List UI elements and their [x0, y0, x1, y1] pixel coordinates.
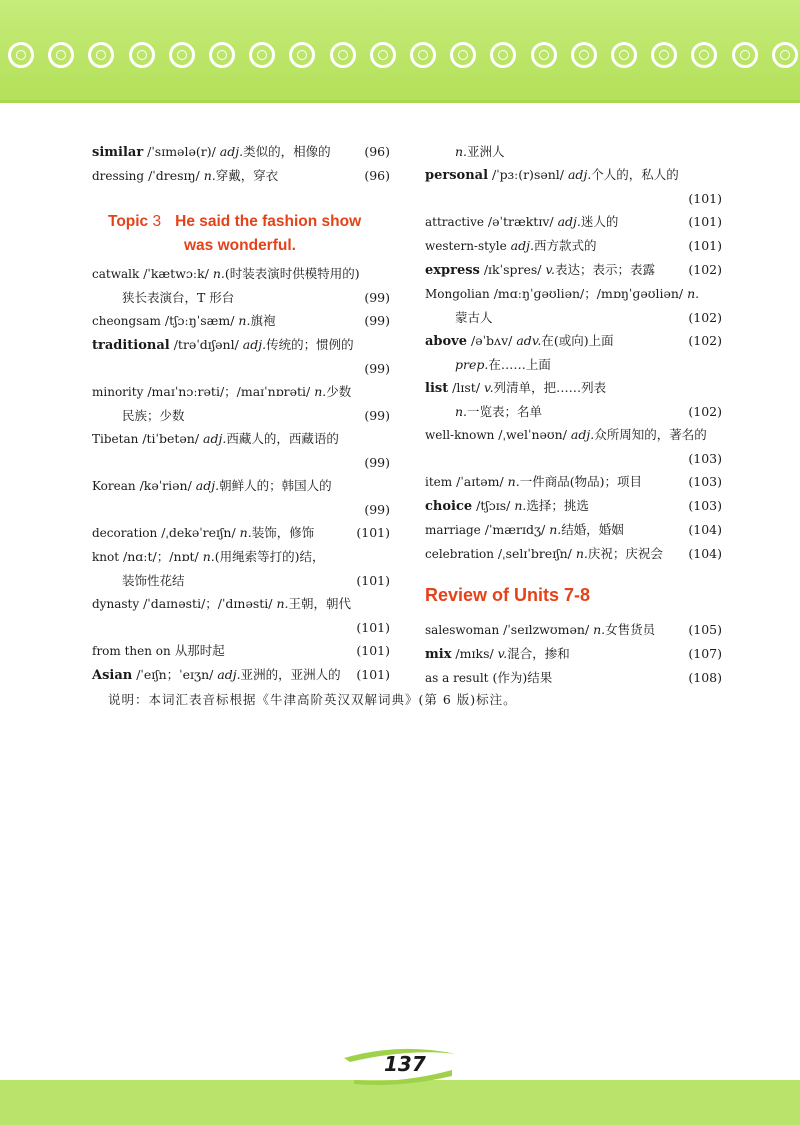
entry-line1: [92, 309, 390, 333]
part-of-speech: adj.: [570, 427, 595, 442]
vocab-entry: [92, 140, 390, 164]
vocab-entry: [92, 663, 390, 687]
part-of-speech: n.: [593, 622, 606, 637]
phonetic: /trəˈdɪʃənl/: [169, 337, 243, 352]
entry-line1: [92, 663, 390, 687]
entry-line2: [425, 306, 722, 329]
vocab-entry: [92, 521, 390, 545]
entry-line2: [425, 400, 722, 423]
ring-decoration: [8, 42, 34, 68]
headword: mix: [425, 647, 452, 662]
definition: 在(或向)上面: [541, 333, 614, 348]
phonetic: /ˈpɜː(r)sənl/: [488, 167, 568, 182]
headword: celebration: [425, 547, 494, 561]
definition: 从那时起: [174, 643, 225, 658]
footer-band: [0, 1080, 800, 1125]
vocab-entry: [425, 423, 722, 470]
definition: 众所周知的，著名的: [594, 427, 707, 442]
page-ref: (103): [688, 474, 722, 489]
entry-line1: [425, 666, 722, 690]
definition: 亚洲人: [467, 144, 505, 159]
headword: minority: [92, 385, 144, 399]
ring-decoration: [169, 42, 195, 68]
headword: above: [425, 334, 468, 349]
page-ref: (102): [688, 262, 722, 277]
headword: Korean: [92, 479, 136, 493]
page-ref: (102): [688, 333, 722, 348]
definition: 装饰，修饰: [251, 525, 315, 540]
headword: attractive: [425, 215, 484, 229]
entry-line1: [92, 427, 390, 451]
entry-line1: [425, 518, 722, 542]
definition-cont: 民族；少数: [122, 408, 185, 423]
vocab-entry: [92, 309, 390, 333]
headword: item: [425, 475, 453, 489]
phonetic: /nɑːt/；/nɒt/: [119, 549, 203, 564]
topic-title-line1: He said the fashion show: [175, 213, 362, 230]
ring-decoration: [48, 42, 74, 68]
part-of-speech: n.: [203, 168, 216, 183]
entry-line1: [92, 521, 390, 545]
entry-line1: [92, 333, 390, 357]
part-of-speech: n.: [514, 498, 527, 513]
page-ref: (99): [364, 408, 390, 423]
part-of-speech: adj.: [195, 478, 220, 493]
page-ref: (99): [364, 455, 390, 470]
page-number: 137: [384, 1052, 426, 1076]
vocab-entry: [425, 542, 722, 566]
entry-line1: [425, 282, 722, 306]
part-of-speech: n.: [238, 313, 251, 328]
page-ref: (104): [688, 546, 722, 561]
definition: (用绳索等打的)结，: [214, 549, 325, 564]
part-of-speech: adj.: [510, 238, 534, 253]
definition-cont: 狭长表演台，T 形台: [122, 290, 235, 305]
ring-decoration: [209, 42, 235, 68]
headword: well-known: [425, 428, 495, 442]
vocab-entry: [92, 164, 390, 188]
definition: 表达；表示；表露: [555, 262, 656, 277]
headword: dynasty: [92, 597, 140, 611]
ring-decoration: [732, 42, 758, 68]
ring-decoration: [410, 42, 436, 68]
vocab-entry: [425, 666, 722, 690]
ring-decoration: [772, 42, 798, 68]
headword: choice: [425, 499, 473, 514]
ring-decoration: [450, 42, 476, 68]
headword: knot: [92, 550, 120, 564]
ring-decoration: [691, 42, 717, 68]
page-ref: (101): [356, 573, 390, 588]
vocab-entry: [425, 234, 722, 258]
phonetic: /ˌselɪˈbreɪʃn/: [493, 546, 576, 561]
phonetic: /lɪst/: [448, 380, 485, 395]
definition: 一件商品(物品)；项目: [519, 474, 642, 489]
vocab-entry: [425, 282, 722, 329]
ring-decoration: [651, 42, 677, 68]
phonetic: /ˈkætwɔːk/: [139, 266, 213, 281]
definition: 个人的，私人的: [591, 167, 679, 182]
entry-line1: [425, 494, 722, 518]
ring-decoration: [571, 42, 597, 68]
entry-line1: [92, 262, 390, 286]
headword: cheongsam: [92, 314, 161, 328]
part-of-speech: adj.: [219, 144, 244, 159]
phonetic: /ˈsɪmələ(r)/: [143, 144, 220, 159]
phonetic: /əˈtræktɪv/: [483, 214, 558, 229]
entry-line1: [425, 470, 722, 494]
page-ref: (105): [688, 622, 722, 637]
phonetic: /ˈseɪlzwʊmən/: [499, 622, 594, 637]
vocab-entry: [92, 639, 390, 663]
part-of-speech: n.: [202, 549, 215, 564]
definition-cont: 蒙古人: [455, 310, 493, 325]
phonetic: /ˈdresɪŋ/: [144, 168, 204, 183]
part-of-speech: adj.: [567, 167, 592, 182]
part-of-speech: adj.: [242, 337, 267, 352]
entry-line1: [92, 545, 390, 569]
vocab-entry: [425, 470, 722, 494]
entry-line1: [425, 329, 722, 353]
ring-decoration: [330, 42, 356, 68]
vocab-entry: [92, 380, 390, 427]
definition: 亚洲的，亚洲人的: [240, 667, 341, 682]
definition: 迷人的: [580, 214, 619, 229]
vocab-list-review: [425, 618, 722, 690]
page-ref: (104): [688, 522, 722, 537]
definition: 混合，掺和: [507, 646, 570, 661]
definition-cont: 一览表；名单: [467, 404, 543, 419]
vocab-entry: [425, 376, 722, 423]
phonetic: /tʃɔɪs/: [472, 498, 515, 513]
page-ref: (99): [364, 361, 390, 376]
entry-line1: [92, 380, 390, 404]
vocab-entry: [425, 210, 722, 234]
page-ref: (96): [364, 144, 390, 159]
ring-decoration: [611, 42, 637, 68]
definition: 西藏人的，西藏语的: [226, 431, 339, 446]
topic-title-line2: was wonderful.: [184, 237, 296, 254]
headword: dressing: [92, 169, 145, 183]
vocab-entry: [92, 592, 390, 639]
ring-decoration: [88, 42, 114, 68]
ring-decoration: [289, 42, 315, 68]
entry-line1: [425, 642, 722, 666]
page-ref: (99): [364, 502, 390, 517]
entry-line1: [425, 618, 722, 642]
page-ref: (102): [688, 404, 722, 419]
page-number-badge: [340, 1040, 460, 1086]
phonetic: /əˈbʌv/: [467, 333, 517, 348]
page-ref: (108): [688, 670, 722, 685]
part-of-speech: v.: [497, 646, 508, 661]
definition-cont: 装饰性花结: [122, 573, 185, 588]
part-of-speech: adj.: [557, 214, 581, 229]
definition: 女售货员: [605, 622, 656, 637]
page-ref: (99): [364, 290, 390, 305]
left-column: [92, 140, 390, 687]
right-column: [425, 140, 722, 690]
entry-line1: [92, 140, 390, 164]
ring-decoration: [490, 42, 516, 68]
definition: 朝鲜人的；韩国人的: [219, 478, 332, 493]
part-of-speech: adv.: [516, 333, 542, 348]
definition: 旗袍: [250, 313, 276, 328]
phonetic: /mɑːŋˈɡəʊliən/；/mɒŋˈɡəʊliən/: [489, 286, 688, 301]
header-band: [0, 0, 800, 103]
vocab-entry: [92, 474, 390, 521]
definition: 类似的，相像的: [243, 144, 331, 159]
entry-line1: [92, 639, 390, 663]
entry-line2: [425, 353, 722, 376]
part-of-speech: n.: [239, 525, 252, 540]
headword: as a result: [425, 671, 489, 685]
vocab-list-topic3: [92, 262, 390, 687]
part-of-speech: n.: [575, 546, 588, 561]
entry-line1: [92, 474, 390, 498]
entry-line1: [425, 163, 722, 187]
part-of-speech: adj.: [217, 667, 241, 682]
headword: catwalk: [92, 267, 140, 281]
part-of-speech: n.: [314, 384, 327, 399]
phonetic: /ˈaɪtəm/: [452, 474, 508, 489]
headword: traditional: [92, 338, 170, 353]
page-ref: (101): [356, 525, 390, 540]
part-of-speech: v.: [484, 380, 494, 395]
entry-line2: [92, 404, 390, 427]
topic-heading: [108, 210, 390, 258]
headword: western-style: [425, 239, 507, 253]
page-ref: (101): [356, 643, 390, 658]
definition: 少数: [326, 384, 352, 399]
entry-line2: [92, 286, 390, 309]
part-of-speech: n.: [455, 144, 468, 159]
vocab-entry: [425, 618, 722, 642]
entry-line1: [92, 592, 390, 616]
decorative-rings: [8, 35, 798, 75]
part-of-speech: n.: [687, 286, 700, 301]
ring-decoration: [531, 42, 557, 68]
part-of-speech: n.: [276, 596, 289, 611]
ring-decoration: [129, 42, 155, 68]
entry-line1: [92, 164, 390, 188]
part-of-speech: n.: [212, 266, 225, 281]
headword: Mongolian: [425, 287, 490, 301]
definition: 传统的；惯例的: [266, 337, 354, 352]
page-ref: (101): [688, 238, 722, 253]
page-ref: (101): [356, 667, 390, 682]
vocab-entry: [425, 258, 722, 282]
phonetic: /ɪkˈspres/: [479, 262, 546, 277]
review-heading: Review of Units 7-8: [425, 585, 591, 605]
phonetic: /ˌdekəˈreɪʃn/: [157, 525, 240, 540]
part-of-speech: n.: [507, 474, 520, 489]
page-ref: (103): [688, 451, 722, 466]
phonetic: /ˈdaɪnəsti/；/ˈdɪnəsti/: [139, 596, 277, 611]
headword: marriage: [425, 523, 481, 537]
part-of-speech: adj.: [203, 431, 227, 446]
vocab-entry: [425, 494, 722, 518]
entry-line1: [425, 234, 722, 258]
phonetic: /mɪks/: [451, 646, 498, 661]
headword: Asian: [92, 668, 133, 683]
phonetic: /kəˈriən/: [135, 478, 196, 493]
entry-line1: [425, 423, 722, 447]
headword: personal: [425, 168, 489, 183]
definition: 王朝，朝代: [288, 596, 352, 611]
entry-line1: [425, 542, 722, 566]
phonetic: /tiˈbetən/: [138, 431, 204, 446]
ring-decoration: [370, 42, 396, 68]
entry-line1: [425, 376, 722, 400]
vocab-entry: [425, 518, 722, 542]
topic-label: Topic: [108, 213, 149, 230]
vocab-entry: [425, 163, 722, 210]
definition: (时装表演时供模特用的): [224, 266, 360, 281]
part-of-speech: n.: [549, 522, 562, 537]
topic-number: 3: [152, 213, 162, 230]
ring-decoration: [249, 42, 275, 68]
vocab-entry: [92, 427, 390, 474]
part-of-speech: prep.: [455, 357, 489, 372]
vocab-entry: [92, 333, 390, 380]
page-ref: (101): [688, 214, 722, 229]
page-ref: (101): [688, 191, 722, 206]
headword: list: [425, 381, 449, 396]
page-ref: (101): [356, 620, 390, 635]
page-ref: (103): [688, 498, 722, 513]
headword: similar: [92, 145, 144, 160]
definition-cont: 在……上面: [488, 357, 551, 372]
vocab-list-right: [425, 140, 722, 566]
headword: from then on: [92, 644, 171, 658]
page-ref: (102): [688, 310, 722, 325]
vocab-entry: [92, 545, 390, 592]
page-ref: (96): [364, 168, 390, 183]
entry-line2: [92, 569, 390, 592]
footnote: 说明：本词汇表音标根据《牛津高阶英汉双解词典》(第 6 版)标注。: [108, 692, 517, 707]
vocab-entry: [92, 262, 390, 309]
phonetic: /maɪˈnɔːrəti/；/maɪˈnɒrəti/: [143, 384, 315, 399]
entry-line1: [425, 258, 722, 282]
vocab-entry: [425, 140, 722, 163]
headword: decoration: [92, 526, 158, 540]
phonetic: /ˈmærɪdʒ/: [480, 522, 550, 537]
entry-line1: [425, 140, 722, 163]
headword: saleswoman: [425, 623, 500, 637]
vocab-entry: [425, 642, 722, 666]
definition: 西方款式的: [533, 238, 597, 253]
headword: express: [425, 263, 480, 278]
definition: 庆祝；庆祝会: [587, 546, 663, 561]
definition: 选择；挑选: [526, 498, 589, 513]
definition: (作为)结果: [492, 670, 553, 685]
page-ref: (99): [364, 313, 390, 328]
definition: 穿戴，穿衣: [215, 168, 279, 183]
page-ref: (107): [688, 646, 722, 661]
part-of-speech: v.: [545, 262, 556, 277]
entry-line1: [425, 210, 722, 234]
definition: 结婚，婚姻: [561, 522, 624, 537]
headword: Tibetan: [92, 432, 139, 446]
vocab-list-top: [92, 140, 390, 188]
definition: 列清单，把……列表: [493, 380, 607, 395]
vocab-entry: [425, 329, 722, 376]
phonetic: /ˈeɪʃn；ˈeɪʒn/: [132, 667, 218, 682]
phonetic: /ˌwelˈnəʊn/: [494, 427, 571, 442]
phonetic: /tʃɔːŋˈsæm/: [160, 313, 239, 328]
part-of-speech: n.: [455, 404, 468, 419]
